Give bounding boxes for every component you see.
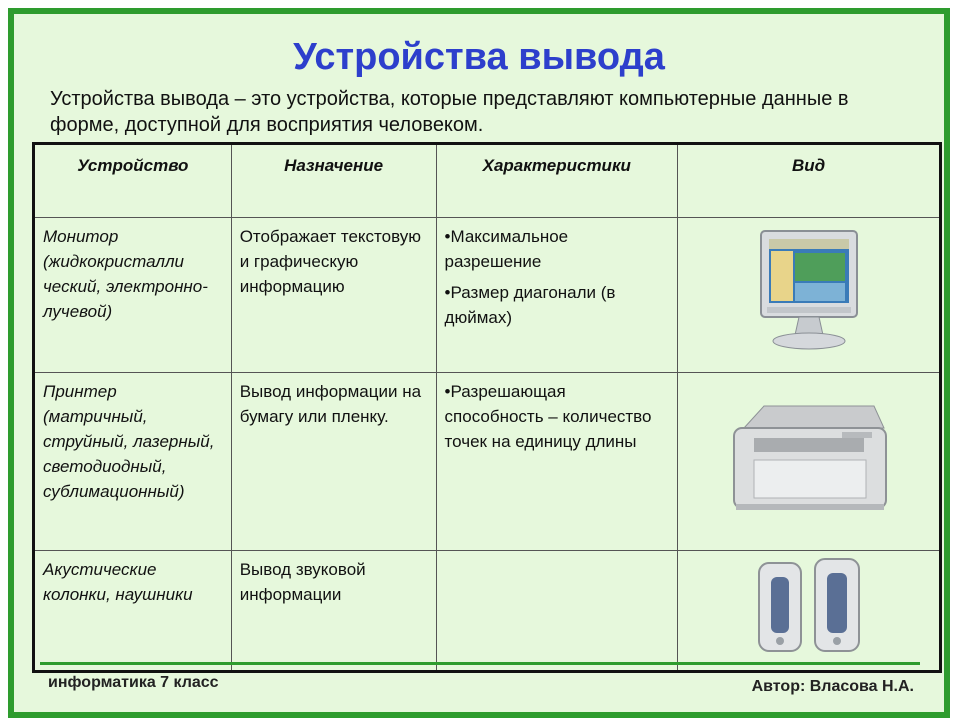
- image-cell: [678, 551, 941, 672]
- table-row: [34, 373, 941, 551]
- characteristic-item: •Размер диагонали (в дюймах): [444, 283, 616, 327]
- device-cell: Акустические колонки, наушники: [34, 551, 232, 672]
- image-cell: [678, 218, 941, 373]
- purpose-cell: Вывод звуковой информации: [231, 551, 436, 672]
- device-cell: Принтер (матричный, струйный, лазерный, светодиодный, сублимационный): [34, 373, 232, 551]
- purpose-cell: Вывод информации на бумагу или пленку.: [231, 373, 436, 551]
- table-header-row: [34, 144, 941, 218]
- table-row: [34, 218, 941, 373]
- image-cell: [678, 373, 941, 551]
- footer-author: Автор: Власова Н.А.: [751, 678, 914, 695]
- header-device: Устройство: [34, 144, 232, 218]
- table-row: [34, 551, 941, 672]
- header-view: Вид: [678, 144, 941, 218]
- devices-table: [32, 142, 942, 673]
- header-purpose: Назначение: [231, 144, 436, 218]
- header-characteristics: Характеристики: [436, 144, 678, 218]
- characteristic-item: •Разрешающая способность – количество точек на единицу длины: [444, 382, 652, 451]
- purpose-cell: Отображает текстовую и графическую информацию: [231, 218, 436, 373]
- slide: [8, 8, 950, 718]
- characteristic-item: •Максимальное разрешение: [444, 227, 569, 271]
- device-cell: Монитор (жидкокристалли ческий, электронно-лучевой): [34, 218, 232, 373]
- footer-divider: [40, 662, 920, 665]
- footer-course: информатика 7 класс: [48, 674, 219, 691]
- speakers-icon: [749, 557, 869, 657]
- page-title: Устройства вывода: [293, 36, 665, 78]
- characteristics-cell: [436, 373, 678, 551]
- monitor-icon: [749, 227, 869, 357]
- characteristics-cell: [436, 551, 678, 672]
- subtitle: Устройства вывода – это устройства, которые представляют компьютерные данные в форме, доступной для восприятия человеком.: [50, 88, 849, 136]
- characteristics-cell: [436, 218, 678, 373]
- printer-icon: [724, 398, 894, 518]
